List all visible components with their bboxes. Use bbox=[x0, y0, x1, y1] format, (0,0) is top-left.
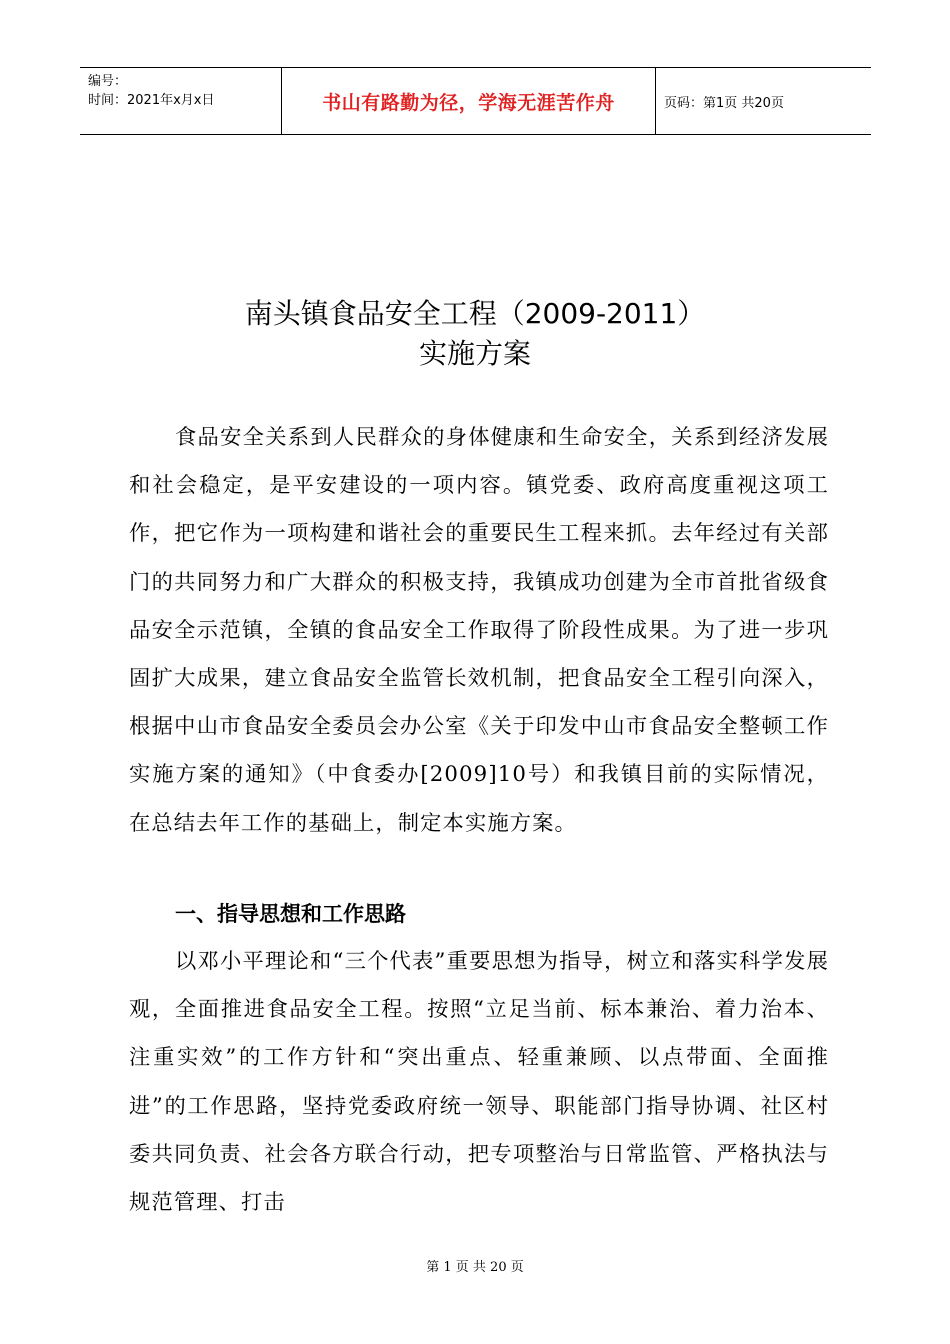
header-page-label: 页码：第1页 共20页 bbox=[664, 95, 784, 111]
header-motto: 书山有路勤为径，学海无涯苦作舟 bbox=[281, 68, 656, 134]
document-subtitle: 实施方案 bbox=[418, 337, 531, 370]
header-meta bbox=[80, 68, 281, 134]
page-footer: 第 1 页 共 20 页 bbox=[426, 1260, 524, 1275]
section-heading: 一、指导思想和工作思路 bbox=[175, 902, 406, 926]
paragraph-intro: 食品安全关系到人民群众的身体健康和生命安全，关系到经济发展和社会稳定，是平安建设的一项内容。镇党委、政府高度重视这项工作，把它作为一项构建和谐社会的重要民生工程来抓。去年经过有关部门的共同努力和广大群众的积极支持，我镇成功创建为全市首批省级食品安全示范镇，全镇的食品安全工作取得了阶段性成果。为了进一步巩固扩大成果，建立食品安全监管长效机制，把食品安全工程引向深入，根据中山市食品安全委员会办公室《关于印发中山市食品安全整顿工作实施方案的通知》（中食委办[2009]10号）和我镇目前的实际情况，在总结去年工作的基础上，制定本实施方案。 bbox=[129, 425, 829, 836]
number-label: 编号： bbox=[88, 74, 128, 89]
page-header bbox=[80, 67, 871, 135]
paragraph-guiding: 以邓小平理论和“三个代表”重要思想为指导，树立和落实科学发展观，全面推进食品安全工程。按照“立足当前、标本兼治、着力治本、注重实效”的工作方针和“突出重点、轻重兼顾、以点带面、全面推进”的工作思路，坚持党委政府统一领导、职能部门指导协调、社区村委共同负责、社会各方联合行动，把专项整治与日常监管、严格执法与规范管理、打击 bbox=[129, 949, 829, 1216]
time-label: 时间：2021年x月x日 bbox=[88, 93, 215, 108]
document-title: 南头镇食品安全工程（2009-2011） bbox=[244, 297, 706, 330]
